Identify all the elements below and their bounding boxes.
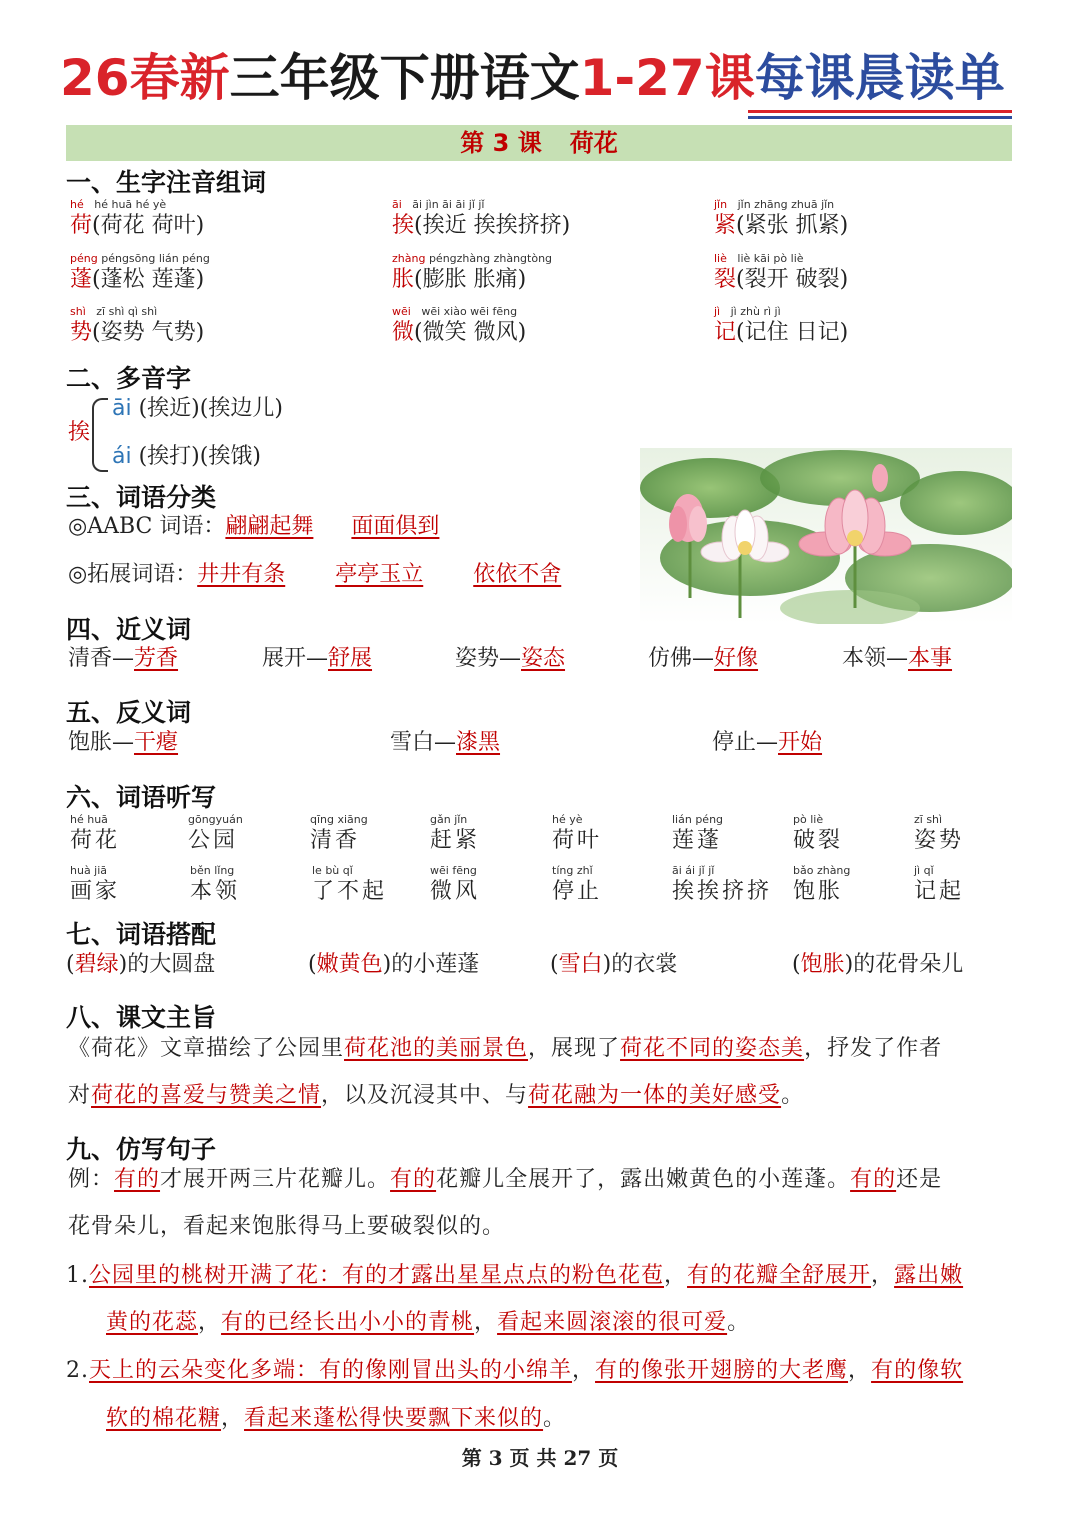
section-heading-1: 一、生字注音组词 [66, 168, 267, 197]
dictation-word: 记起 [914, 879, 965, 904]
char-words: (膨胀 胀痛) [414, 267, 527, 292]
char-words: (荷花 荷叶) [92, 213, 205, 238]
example-keyword: 有的 [850, 1167, 897, 1192]
word-b: 好像 [714, 646, 759, 671]
char-pinyin: péng [70, 252, 98, 265]
word-a: 仿佛 [648, 646, 693, 671]
word-a: 停止 [712, 730, 757, 755]
words-pinyin: péngzhàng zhàngtòng [428, 252, 553, 265]
synonym-pair [455, 644, 565, 674]
theme-text: ，抒发了作者 [804, 1036, 943, 1061]
theme-text: ，以及沉浸其中、与 [321, 1083, 529, 1108]
new-char: 蓬 [70, 267, 93, 292]
words-pinyin: zī shì qì shì [96, 305, 158, 318]
page-footer: 第 3 页 共 27 页 [461, 1446, 619, 1470]
char-pinyin: liè [714, 252, 727, 265]
collocation-rest: 的花骨朵儿 [853, 952, 964, 977]
dictation-pinyin: gōngyuán [188, 813, 243, 826]
dictation-word: 赶紧 [430, 828, 481, 853]
example-keyword: 有的 [390, 1167, 437, 1192]
dictation-word: 挨挨挤挤 [672, 879, 773, 904]
synonym-pair [68, 644, 178, 674]
dash: — [112, 730, 135, 755]
new-char: 紧 [714, 213, 737, 238]
section-heading-6: 六、词语听写 [66, 783, 217, 812]
new-char: 荷 [70, 213, 93, 238]
dictation-item [188, 813, 243, 855]
dictation-word: 破裂 [793, 828, 844, 853]
lesson-header [66, 125, 1012, 161]
dash: — [112, 646, 135, 671]
title-part-4: 每课晨读单 [754, 49, 1005, 107]
dash: — [756, 730, 779, 755]
char-entry [70, 252, 210, 294]
example-text: 例： [68, 1167, 115, 1192]
synonym-pair [842, 644, 952, 674]
dictation-item [793, 864, 850, 906]
dictation-pinyin: tíng zhǐ [552, 864, 593, 877]
dictation-word: 饱胀 [793, 879, 844, 904]
dictation-word: 莲蓬 [672, 828, 723, 853]
section-heading-9: 九、仿写句子 [66, 1135, 217, 1164]
char-words: (紧张 抓紧) [736, 213, 849, 238]
lesson-name: 荷花 [569, 129, 618, 157]
new-char: 记 [714, 320, 737, 345]
polyphone-reading-1 [112, 394, 283, 424]
answer-word: 亭亭玉立 [335, 562, 424, 587]
dictation-pinyin: lián péng [672, 813, 724, 826]
word-a: 展开 [262, 646, 307, 671]
answer-word: 翩翩起舞 [225, 514, 314, 539]
punct: 。 [727, 1310, 751, 1335]
dictation-pinyin: āi ái jǐ jǐ [672, 864, 715, 877]
example-text: 才展开两三片花瓣儿。 [160, 1167, 391, 1192]
section-heading-8: 八、课文主旨 [66, 1003, 217, 1032]
example-line-2: 花骨朵儿，看起来饱胀得马上要破裂似的。 [68, 1214, 506, 1239]
title-underline-red [748, 110, 1012, 113]
dictation-item [793, 813, 843, 855]
answer-number: 2. [66, 1358, 89, 1383]
antonym-pair [68, 728, 178, 758]
collocation-rest: 的大圆盘 [127, 952, 216, 977]
char-words: (微笑 微风) [414, 320, 527, 345]
collocation-fill: 雪白 [558, 952, 603, 977]
answer-2-line-2 [106, 1404, 566, 1434]
char-entry [392, 305, 526, 347]
dictation-item [310, 813, 368, 855]
example-text: 花瓣儿全展开了，露出嫩黄色的小莲蓬。 [436, 1167, 851, 1192]
word-b: 舒展 [328, 646, 373, 671]
char-pinyin: wēi [392, 305, 411, 318]
collocation-item: (饱胀)的花骨朵儿 [792, 952, 964, 977]
char-entry [392, 198, 570, 240]
char-entry [70, 198, 204, 240]
dictation-item [672, 864, 772, 906]
answer-word: 井井有条 [197, 562, 286, 587]
dictation-word: 荷叶 [552, 828, 603, 853]
char-pinyin: āi [392, 198, 402, 211]
section-heading-5: 五、反义词 [66, 698, 192, 727]
classify-line-2 [68, 560, 561, 590]
punct: ， [664, 1263, 688, 1288]
char-pinyin: hé [70, 198, 84, 211]
synonym-pair [262, 644, 372, 674]
dictation-pinyin: zī shì [914, 813, 943, 826]
collocation-item: (雪白)的衣裳 [550, 952, 678, 977]
word-b: 开始 [778, 730, 823, 755]
words-pinyin: liè kāi pò liè [737, 252, 804, 265]
word-a: 饱胀 [68, 730, 113, 755]
words-pinyin: āi jìn āi āi jǐ jǐ [412, 198, 485, 211]
answer-text: 软的棉花糖 [106, 1406, 222, 1431]
section-heading-2: 二、多音字 [66, 364, 192, 393]
answer-number: 1. [66, 1263, 89, 1288]
reading-words: (挨近)(挨边儿) [138, 396, 283, 421]
char-pinyin: shì [70, 305, 86, 318]
punct: ， [871, 1263, 895, 1288]
answer-text: 公园里的桃树开满了花：有的才露出星星点点的粉色花苞 [89, 1263, 665, 1288]
dictation-pinyin: běn lǐng [190, 864, 235, 877]
char-pinyin: jì [714, 305, 721, 318]
dictation-item [70, 864, 120, 906]
dictation-word: 画家 [70, 879, 121, 904]
char-entry [392, 252, 552, 294]
answer-word: 面面俱到 [351, 514, 440, 539]
dictation-item [70, 813, 120, 855]
char-words: (记住 日记) [736, 320, 849, 345]
dictation-item [430, 864, 480, 906]
collocation-item: (嫩黄色)的小莲蓬 [308, 952, 480, 977]
dictation-pinyin: wēi fēng [430, 864, 477, 877]
new-char: 挨 [392, 213, 415, 238]
dash: — [434, 730, 457, 755]
dash: — [499, 646, 522, 671]
answer-text: 看起来蓬松得快要飘下来似的 [244, 1406, 544, 1431]
char-entry [714, 252, 848, 294]
example-text: 还是 [896, 1167, 943, 1192]
dictation-pinyin: qīng xiāng [310, 813, 368, 826]
word-b: 芳香 [134, 646, 179, 671]
theme-text: 《荷花》文章描绘了公园里 [68, 1036, 345, 1061]
word-b: 漆黑 [456, 730, 501, 755]
dictation-item [430, 813, 480, 855]
word-b: 本事 [908, 646, 953, 671]
title-part-1: 26春新 [60, 49, 230, 107]
collocation-rest: 的衣裳 [611, 952, 678, 977]
char-pinyin: zhàng [392, 252, 426, 265]
theme-text: 对 [68, 1083, 92, 1108]
reading-words: (挨打)(挨饿) [138, 444, 261, 469]
words-pinyin: hé huā hé yè [94, 198, 167, 211]
classify-label: ◎拓展词语： [68, 562, 198, 587]
dictation-pinyin: bǎo zhàng [793, 864, 851, 877]
dictation-word: 停止 [552, 879, 603, 904]
title-part-3: 1-27课 [579, 49, 755, 107]
dictation-item [552, 864, 602, 906]
lesson-number: 第 3 课 [460, 129, 542, 157]
dictation-word: 公园 [188, 828, 239, 853]
reading-pinyin: ái [112, 444, 132, 469]
dictation-pinyin: gǎn jǐn [430, 813, 468, 826]
char-words: (姿势 气势) [92, 320, 205, 345]
new-char: 裂 [714, 267, 737, 292]
dictation-pinyin: le bù qǐ [312, 864, 353, 877]
answer-1-line-2 [106, 1308, 750, 1338]
answer-text: 有的已经长出小小的青桃 [221, 1310, 475, 1335]
section-heading-7: 七、词语搭配 [66, 920, 217, 949]
char-entry [714, 305, 848, 347]
theme-answer: 荷花不同的姿态美 [620, 1036, 805, 1061]
word-a: 清香 [68, 646, 113, 671]
title-underline-blue [748, 116, 1012, 119]
dictation-word: 荷花 [70, 828, 121, 853]
punct: ， [848, 1358, 872, 1383]
dictation-item [914, 813, 964, 855]
classify-label: ◎AABC 词语： [68, 514, 226, 539]
answer-text: 天上的云朵变化多端：有的像刚冒出头的小绵羊 [89, 1358, 573, 1383]
collocation-fill: 嫩黄色 [316, 952, 383, 977]
dictation-pinyin: pò liè [793, 813, 824, 826]
dictation-word: 本领 [190, 879, 241, 904]
words-pinyin: jǐn zhāng zhuā jǐn [737, 198, 835, 211]
new-char: 势 [70, 320, 93, 345]
answer-text: 有的像张开翅膀的大老鹰 [595, 1358, 849, 1383]
reading-pinyin: āi [112, 396, 132, 421]
word-a: 雪白 [390, 730, 435, 755]
punct: ， [572, 1358, 596, 1383]
char-words: (蓬松 莲蓬) [92, 267, 205, 292]
collocation-fill: 碧绿 [74, 952, 119, 977]
dictation-pinyin: hé huā [70, 813, 108, 826]
dictation-word: 姿势 [914, 828, 965, 853]
dictation-pinyin: jì qǐ [914, 864, 934, 877]
dictation-pinyin: huà jiā [70, 864, 108, 877]
theme-answer: 荷花融为一体的美好感受 [528, 1083, 782, 1108]
answer-text: 有的像软 [871, 1358, 964, 1383]
char-entry [70, 305, 204, 347]
dictation-word: 微风 [430, 879, 481, 904]
answer-1-line-1 [66, 1261, 963, 1291]
new-char: 胀 [392, 267, 415, 292]
section-heading-4: 四、近义词 [66, 615, 192, 644]
word-a: 姿势 [455, 646, 500, 671]
char-words: (挨近 挨挨挤挤) [414, 213, 571, 238]
theme-text: ，展现了 [528, 1036, 621, 1061]
dictation-item [190, 864, 240, 906]
punct: 。 [543, 1406, 567, 1431]
page-title [60, 38, 1020, 118]
word-b: 干瘪 [134, 730, 179, 755]
word-b: 姿态 [521, 646, 566, 671]
collocation-rest: 的小莲蓬 [391, 952, 480, 977]
answer-text: 看起来圆滚滚的很可爱 [497, 1310, 728, 1335]
words-pinyin: jì zhù rì jì [730, 305, 781, 318]
dictation-pinyin: hé yè [552, 813, 583, 826]
classify-line-1 [68, 512, 439, 542]
brace-symbol [92, 398, 108, 472]
punct: ， [221, 1406, 245, 1431]
antonym-pair [390, 728, 500, 758]
word-a: 本领 [842, 646, 887, 671]
theme-answer: 荷花池的美丽景色 [344, 1036, 529, 1061]
theme-line-2 [68, 1081, 804, 1111]
dictation-word: 清香 [310, 828, 361, 853]
char-pinyin: jǐn [714, 198, 728, 211]
theme-line-1 [68, 1034, 942, 1064]
synonym-pair [648, 644, 758, 674]
dictation-item [672, 813, 723, 855]
collocation-fill: 饱胀 [800, 952, 845, 977]
dictation-word: 了不起 [312, 879, 388, 904]
lotus-illustration [640, 448, 1012, 624]
dash: — [306, 646, 329, 671]
char-words: (裂开 破裂) [736, 267, 849, 292]
dictation-item [312, 864, 387, 906]
dash: — [886, 646, 909, 671]
answer-2-line-1 [66, 1356, 963, 1386]
char-entry [714, 198, 848, 240]
dash: — [692, 646, 715, 671]
answer-text: 有的花瓣全舒展开 [687, 1263, 872, 1288]
title-part-2: 三年级下册语文 [229, 49, 580, 107]
new-char: 微 [392, 320, 415, 345]
polyphone-reading-2 [112, 442, 261, 472]
theme-answer: 荷花的喜爱与赞美之情 [91, 1083, 322, 1108]
answer-word: 依依不舍 [473, 562, 562, 587]
example-keyword: 有的 [114, 1167, 161, 1192]
dictation-item [914, 864, 964, 906]
collocation-item: (碧绿)的大圆盘 [66, 952, 216, 977]
words-pinyin: péngsōng lián péng [101, 252, 210, 265]
example-line-1 [68, 1165, 942, 1195]
answer-text: 露出嫩 [894, 1263, 964, 1288]
section-heading-3: 三、词语分类 [66, 483, 217, 512]
answer-text: 黄的花蕊 [106, 1310, 199, 1335]
theme-text: 。 [781, 1083, 805, 1108]
antonym-pair [712, 728, 822, 758]
punct: ， [474, 1310, 498, 1335]
words-pinyin: wēi xiào wēi fēng [421, 305, 518, 318]
polyphone-char: 挨 [68, 420, 91, 445]
dictation-item [552, 813, 602, 855]
punct: ， [198, 1310, 222, 1335]
